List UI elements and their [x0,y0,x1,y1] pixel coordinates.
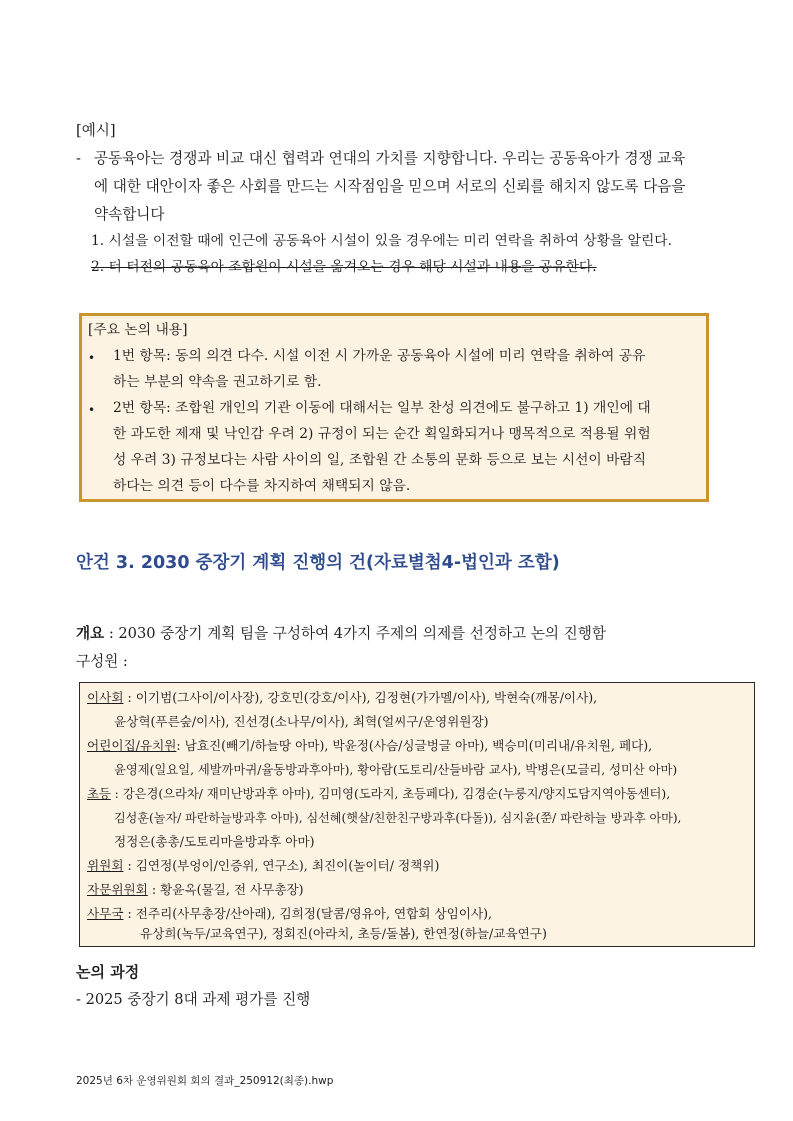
members-label: 구성원 : [76,653,128,670]
advisory-line [87,878,304,902]
committee-line [87,854,439,878]
example-paragraph-line-1: 공동육아는 경쟁과 비교 대신 협력과 연대의 가치를 지향합니다. 우리는 공동육아가 경쟁 교육 [94,150,686,167]
example-item-1: 1. 시설을 이전할 때에 인근에 공동육아 시설이 있을 경우에는 미리 연락을 취하여 상황을 알린다. [91,233,673,249]
process-item-1: - 2025 중장기 8대 과제 평가를 진행 [76,991,311,1008]
daycare-line-2: 윤영제(일요일, 세발까마귀/율동방과후아마), 황아람(도토리/산들바람 교사), 박병은(모글리, 성미산 아마) [114,763,678,777]
committee-role: 위원회 [87,858,124,873]
bullet-2-line-4: 하다는 의견 등이 다수를 차지하여 채택되지 않음. [113,478,411,494]
example-paragraph-line-2: 에 대한 대안이자 좋은 사회를 만드는 시작점임을 믿으며 서로의 신뢰를 해치지 않도록 다음을 [94,178,686,195]
elementary-names-1: : 강은경(으라차/ 재미난방과후 아마), 김미영(도라지, 초등페다), 김경순(누룽지/양지도담지역아동센터), [110,787,671,801]
secretariat-names-1: : 전주리(사무총장/산아래), 김희정(달콤/영유아, 연합회 상임이사), [123,906,493,921]
secretariat-role: 사무국 [87,906,124,921]
bullet-1-line-1: 1번 항목: 동의 의견 다수. 시설 이전 시 가까운 공동육아 시설에 미리 연락을 취하여 공유 [113,348,646,364]
bullet-icon: • [88,403,96,417]
overview-label: 개요 [76,625,105,642]
elementary-line-1 [87,782,670,806]
daycare-names-1: : 남효진(빼기/하늘땅 아마), 박윤정(사슴/싱글벙글 아마), 백승미(미리내/유치원, 페다), [176,738,653,753]
agenda-3-heading: 안건 3. 2030 중장기 계획 진행의 건(자료별첨4-법인과 조합) [76,553,560,573]
board-line-1 [87,686,597,710]
committee-names: : 김연정(부엉이/인증위, 연구소), 최진이(놀이터/ 정책위) [123,858,440,873]
advisory-names: : 황윤옥(물길, 전 사무총장) [147,882,304,897]
secretariat-line-2: 유상희(녹두/교육연구), 정회진(아라치, 초등/돌봄), 한연정(하늘/교육연구) [140,926,547,941]
bullet-2-line-1: 2번 항목: 조합원 개인의 기관 이동에 대해서는 일부 찬성 의견에도 불구하고 1) 개인에 대 [113,400,651,416]
board-role: 이사회 [87,690,124,705]
overview-line [76,621,606,647]
process-heading: 논의 과정 [76,963,140,981]
bullet-icon: • [88,351,96,365]
overview-text: : 2030 중장기 계획 팀을 구성하여 4가지 주제의 의제를 선정하고 논의 진행함 [104,625,606,642]
elementary-line-3: 정정은(총총/도토리마을방과후 아마) [114,834,315,849]
bullet-1-line-2: 하는 부분의 약속을 권고하기로 함. [113,374,322,390]
bullet-2-line-2: 한 과도한 제재 및 낙인감 우려 2) 규정이 되는 순간 획일화되거나 맹목적으로 적용될 위험 [113,426,651,442]
daycare-line-1 [87,734,652,758]
discussion-box-label: [주요 논의 내용] [88,322,188,338]
example-label: [예시] [76,122,116,139]
example-item-2-struck: 2. 터 터전의 공동육아 조합원이 시설을 옮겨오는 경우 해당 시설과 내용을 공유한다. [91,259,597,275]
daycare-role: 어린이집/유치원 [87,738,177,753]
board-names-1: : 이기범(그사이/이사장), 강호민(강호/이사), 김정현(가가멜/이사), 박현숙(깨몽/이사), [123,690,598,705]
footer-filename: 2025년 6차 운영위원회 회의 결과_250912(최종).hwp [76,1075,334,1087]
advisory-role: 자문위원회 [87,882,148,897]
example-paragraph-line-3: 약속합니다 [94,206,165,223]
example-dash: - [76,150,81,167]
elementary-role: 초등 [87,787,111,801]
elementary-line-2: 김성훈(놀자/ 파란하늘방과후 아마), 심선혜(햇살/친한친구방과후(다돌)), 심지윤(쭌/ 파란하늘 방과후 아마), [114,811,682,825]
bullet-2-line-3: 성 우려 3) 규정보다는 사람 사이의 일, 조합원 간 소통의 문화 등으로 보는 시선이 바람직 [113,452,647,468]
board-line-2: 윤상혁(푸른숲/이사), 진선경(소나무/이사), 최혁(얼씨구/운영위원장) [114,714,489,729]
